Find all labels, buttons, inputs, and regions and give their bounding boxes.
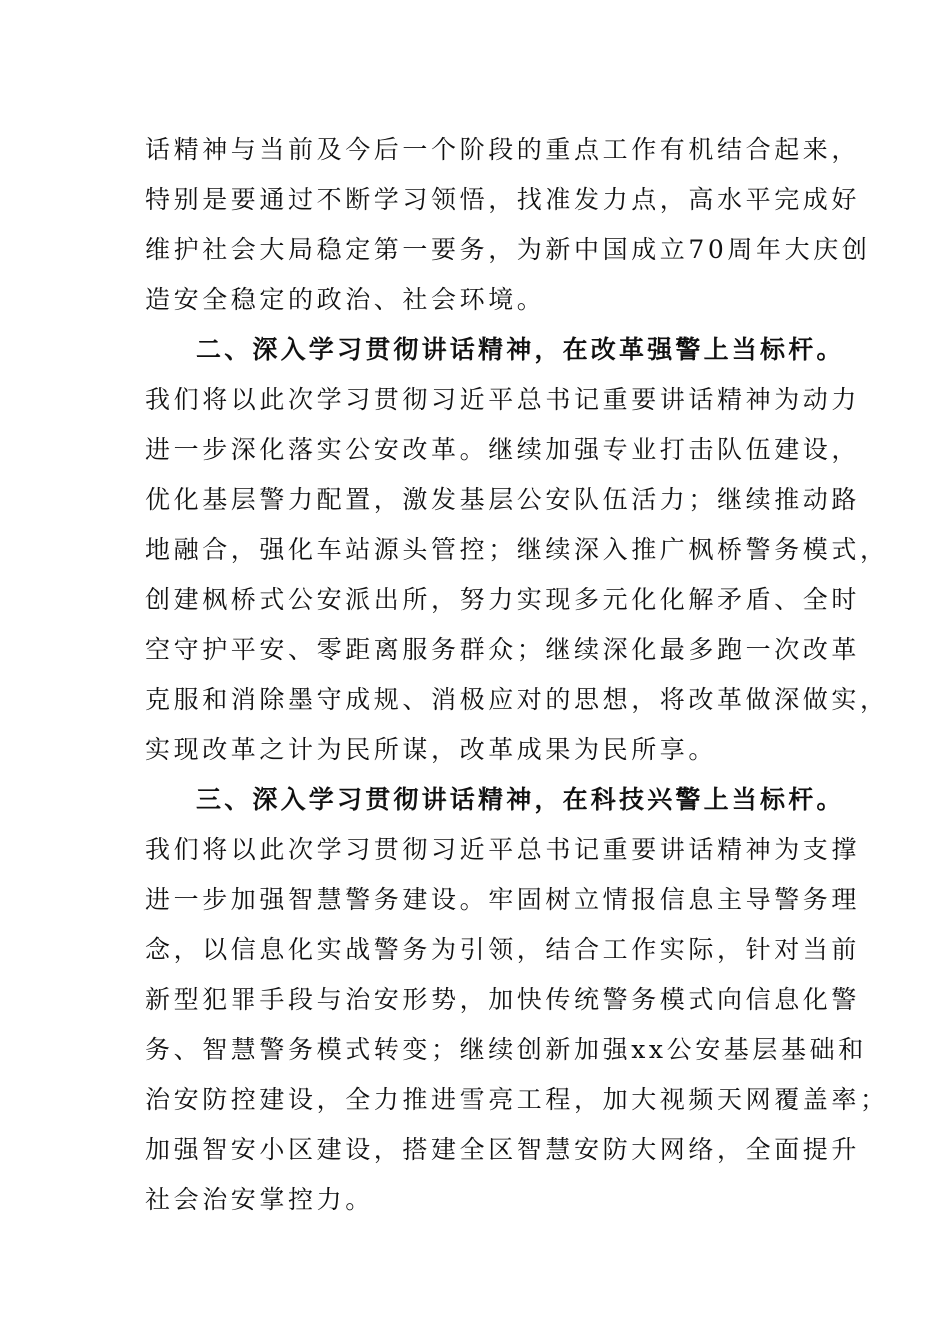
paragraph-line: 克服和消除墨守成规、消极应对的思想，将改革做深做实， bbox=[145, 685, 889, 714]
paragraph-line: 进一步加强智慧警务建设。牢固树立情报信息主导警务理 bbox=[145, 885, 861, 914]
paragraph-line: 维护社会大局稳定第一要务，为新中国成立70周年大庆创 bbox=[145, 235, 871, 264]
paragraph-line: 造安全稳定的政治、社会环境。 bbox=[145, 285, 546, 314]
paragraph-line: 治安防控建设，全力推进雪亮工程，加大视频天网覆盖率； bbox=[145, 1085, 889, 1114]
paragraph-line: 加强智安小区建设，搭建全区智慧安防大网络，全面提升 bbox=[145, 1135, 861, 1164]
paragraph-line: 空守护平安、零距离服务群众；继续深化最多跑一次改革 bbox=[145, 635, 861, 664]
paragraph-line: 新型犯罪手段与治安形势，加快传统警务模式向信息化警 bbox=[145, 985, 861, 1014]
paragraph-line: 实现改革之计为民所谋，改革成果为民所享。 bbox=[145, 735, 718, 764]
paragraph-line: 创建枫桥式公安派出所，努力实现多元化化解矛盾、全时 bbox=[145, 585, 861, 614]
paragraph-line: 话精神与当前及今后一个阶段的重点工作有机结合起来， bbox=[145, 135, 861, 164]
paragraph-line: 务、智慧警务模式转变；继续创新加强xx公安基层基础和 bbox=[145, 1035, 867, 1064]
paragraph-line: 进一步深化落实公安改革。继续加强专业打击队伍建设， bbox=[145, 435, 861, 464]
paragraph-line: 特别是要通过不断学习领悟，找准发力点，高水平完成好 bbox=[145, 185, 861, 214]
paragraph-line: 地融合，强化车站源头管控；继续深入推广枫桥警务模式， bbox=[145, 535, 889, 564]
paragraph-line: 我们将以此次学习贯彻习近平总书记重要讲话精神为动力 bbox=[145, 385, 861, 414]
paragraph-line: 社会治安掌控力。 bbox=[145, 1185, 374, 1214]
paragraph-line: 念，以信息化实战警务为引领，结合工作实际，针对当前 bbox=[145, 935, 861, 964]
paragraph-line: 优化基层警力配置，激发基层公安队伍活力；继续推动路 bbox=[145, 485, 861, 514]
paragraph-line: 我们将以此次学习贯彻习近平总书记重要讲话精神为支撑 bbox=[145, 835, 861, 864]
section-heading: 三、深入学习贯彻讲话精神，在科技兴警上当标杆。 bbox=[196, 785, 845, 814]
section-heading: 二、深入学习贯彻讲话精神，在改革强警上当标杆。 bbox=[196, 335, 845, 364]
